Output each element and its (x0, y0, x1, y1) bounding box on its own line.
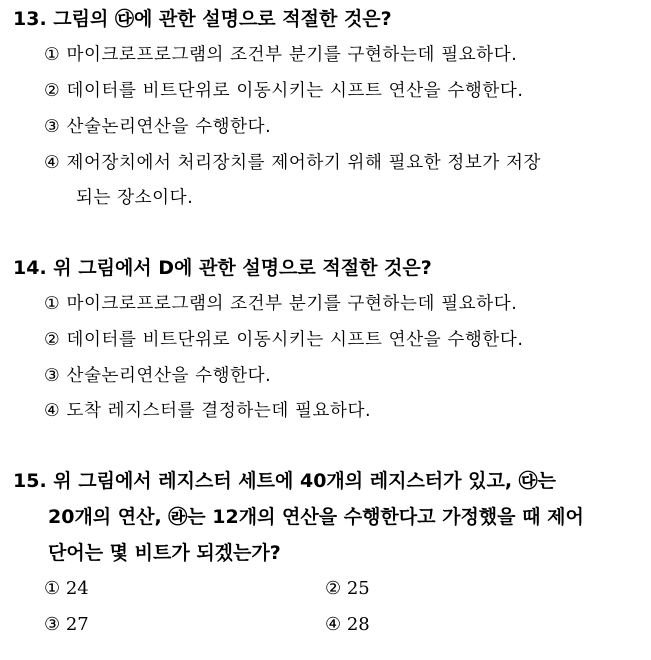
question-13-stem: 13. 그림의 ㉰에 관한 설명으로 적절한 것은? (13, 8, 392, 30)
question-15-stem-line-3: 단어는 몇 비트가 되겠는가? (48, 542, 281, 564)
question-13-option-4-continued: 되는 장소이다. (76, 188, 194, 208)
question-15-stem-line-2: 20개의 연산, ㉱는 12개의 연산을 수행한다고 가정했을 때 제어 (48, 506, 584, 528)
question-14-stem: 14. 위 그림에서 D에 관한 설명으로 적절한 것은? (13, 257, 432, 279)
question-15-option-2: ② 25 (325, 578, 370, 599)
question-13-option-4: ④ 제어장치에서 처리장치를 제어하기 위해 필요한 정보가 저장 (44, 153, 542, 173)
question-14-option-2: ② 데이터를 비트단위로 이동시키는 시프트 연산을 수행한다. (44, 330, 524, 350)
question-14-option-3: ③ 산술논리연산을 수행한다. (44, 366, 272, 386)
question-13-option-1: ① 마이크로프로그램의 조건부 분기를 구현하는데 필요하다. (44, 45, 518, 65)
question-13-option-3: ③ 산술논리연산을 수행한다. (44, 117, 272, 137)
question-15-stem-line-1: 15. 위 그림에서 레지스터 세트에 40개의 레지스터가 있고, ㉰는 (13, 470, 557, 492)
question-15-option-3: ③ 27 (44, 614, 89, 635)
question-14-option-1: ① 마이크로프로그램의 조건부 분기를 구현하는데 필요하다. (44, 294, 518, 314)
question-15-option-4: ④ 28 (325, 614, 370, 635)
question-14-option-4: ④ 도착 레지스터를 결정하는데 필요하다. (44, 401, 372, 421)
question-15-option-1: ① 24 (44, 578, 89, 599)
question-13-option-2: ② 데이터를 비트단위로 이동시키는 시프트 연산을 수행한다. (44, 81, 524, 101)
